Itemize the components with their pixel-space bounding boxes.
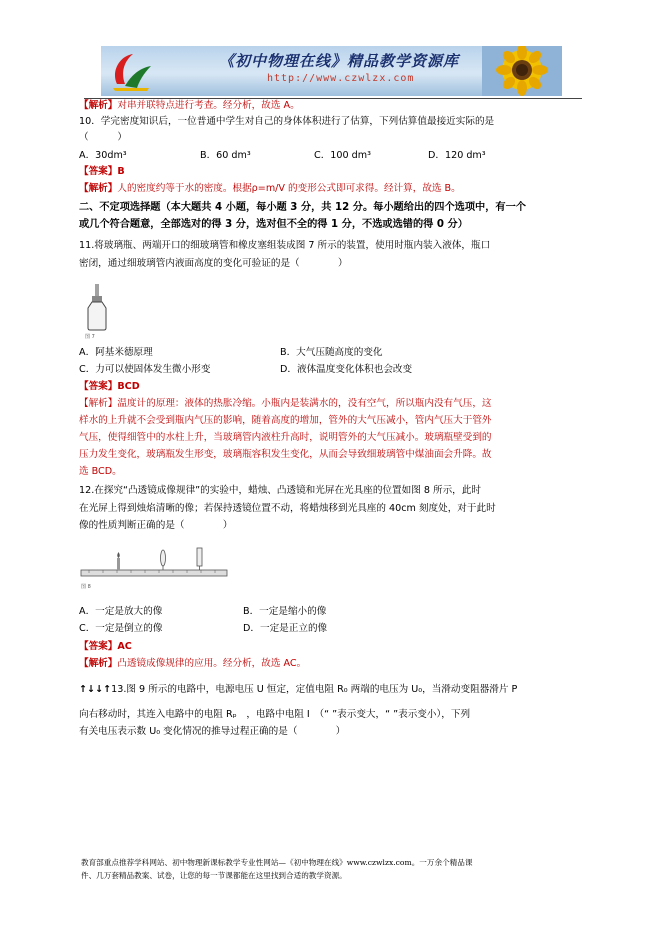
analysis-tag: 【解析】 [79, 100, 118, 111]
arrow-glyphs: ↑↓↓↑ [79, 684, 112, 695]
analysis-tag: 【解析】 [79, 183, 118, 194]
site-url[interactable]: http://www.czwlzx.com [267, 73, 415, 84]
q10-answer: 【答案】B [79, 166, 125, 177]
q12-stem-cont2: 像的性质判断正确的是（ ） [79, 520, 233, 531]
q11-analysis-4: 压力发生变化，玻璃瓶发生形变，玻璃瓶容积发生变化，从而会导致细玻璃管中煤油面会升降。故 [79, 449, 492, 460]
q12-stem-cont: 在光屏上得到烛焰清晰的像；若保持透镜位置不动，将蜡烛移到光具座的 40cm 刻度处，对于此时 [79, 503, 496, 514]
q13-stem-cont2: 有关电压表示数 U₀ 变化情况的推导过程正确的是（ ） [79, 726, 346, 737]
q10-option-a: A．30dm³ [79, 150, 127, 161]
analysis-text: 人的密度约等于水的密度。根据ρ=m/V 的变形公式即可求得。经计算，故选 B。 [117, 183, 461, 194]
q13-stem [79, 683, 517, 697]
q12-option-a: A．一定是放大的像 [79, 606, 163, 617]
q11-option-a: A．阿基米德原理 [79, 347, 153, 358]
footer-line-2: 件、几万套精品教案、试卷，让您的每一节课都能在这里找到合适的教学资源。 [81, 871, 347, 880]
section2-heading-cont: 或几个符合题意，全部选对的得 3 分，选对但不全的得 1 分，不选或选错的得 0 分） [79, 219, 468, 230]
analysis-text: 对串并联特点进行考查。经分析，故选 A。 [117, 100, 300, 111]
site-logo-icon [109, 50, 153, 92]
section2-heading: 二、不定项选择题（本大题共 4 小题，每小题 3 分，共 12 分。每小题给出的四个选项中，有一个 [79, 202, 526, 213]
q11-analysis-1: 【解析】温度计的原理：液体的热胀冷缩。小瓶内是装满水的，没有空气，所以瓶内没有气压，这 [79, 398, 492, 409]
q11-analysis-5: 选 BCD。 [79, 466, 122, 477]
prev-analysis [79, 99, 300, 113]
q11-option-c: C．力可以使固体发生微小形变 [79, 364, 211, 375]
q12-option-d: D．一定是正立的像 [243, 623, 328, 634]
analysis-tag: 【解析】 [79, 658, 118, 669]
q11-stem-cont: 密闭，通过细玻璃管内液面高度的变化可验证的是（ ） [79, 258, 348, 269]
q11-option-d: D．液体温度变化体积也会改变 [280, 364, 413, 375]
q10-option-c: C．100 dm³ [314, 150, 371, 161]
q12-answer: 【答案】AC [79, 641, 132, 652]
q11-stem: 11.将玻璃瓶、两端开口的细玻璃管和橡皮塞组装成图 7 所示的装置，使用时瓶内装入液体，瓶口 [79, 240, 491, 251]
site-banner [101, 46, 562, 96]
figure-8-label: 图 8 [81, 584, 91, 590]
q10-analysis [79, 182, 461, 196]
figure-7-bottle [82, 284, 110, 340]
q11-analysis-2: 样水的上升就不会受到瓶内气压的影响，随着高度的增加，管外的大气压减小，管内气压大于管外 [79, 415, 492, 426]
q11-analysis-3: 气压，使得细管中的水柱上升，当玻璃管内液柱升高时，说明管外的大气压减小。玻璃瓶壁受到的 [79, 432, 492, 443]
q13-stem-cont: 向右移动时，其连入电路中的电阻 Rₚ ，电路中电阻 I （“ ”表示变大，“ ”表示变小），下列 [79, 709, 471, 720]
q13-stem-text: 13.图 9 所示的电路中，电源电压 U 恒定，定值电阻 R₀ 两端的电压为 U₀，当滑动变阻器滑片 P [111, 684, 518, 695]
q10-stem: 10．学完密度知识后，一位普通中学生对自己的身体体积进行了估算，下列估算值最接近实际的是 [79, 116, 495, 127]
q12-option-c: C．一定是倒立的像 [79, 623, 163, 634]
footer-line-1: 教育部重点推荐学科网站、初中物理新课标教学专业性网站—《初中物理在线》www.czwlzx.com。一万余个精品课 [81, 858, 473, 867]
q12-stem: 12.在探究“凸透镜成像规律”的实验中，蜡烛、凸透镜和光屏在光具座的位置如图 8 所示，此时 [79, 485, 481, 496]
analysis-text: 凸透镜成像规律的应用。经分析，故选 AC。 [117, 658, 307, 669]
q10-blank: （ ） [79, 132, 127, 143]
sunflower-icon [482, 46, 562, 96]
q10-option-d: D．120 dm³ [428, 150, 486, 161]
figure-7-label: 图 7 [85, 334, 95, 340]
q10-option-b: B．60 dm³ [200, 150, 251, 161]
q12-analysis [79, 657, 306, 671]
q11-option-b: B．大气压随高度的变化 [280, 347, 383, 358]
q11-answer: 【答案】BCD [79, 381, 140, 392]
q12-option-b: B．一定是缩小的像 [243, 606, 327, 617]
site-name: 《初中物理在线》精品教学资源库 [219, 52, 460, 70]
figure-8-optical-bench [79, 538, 229, 590]
